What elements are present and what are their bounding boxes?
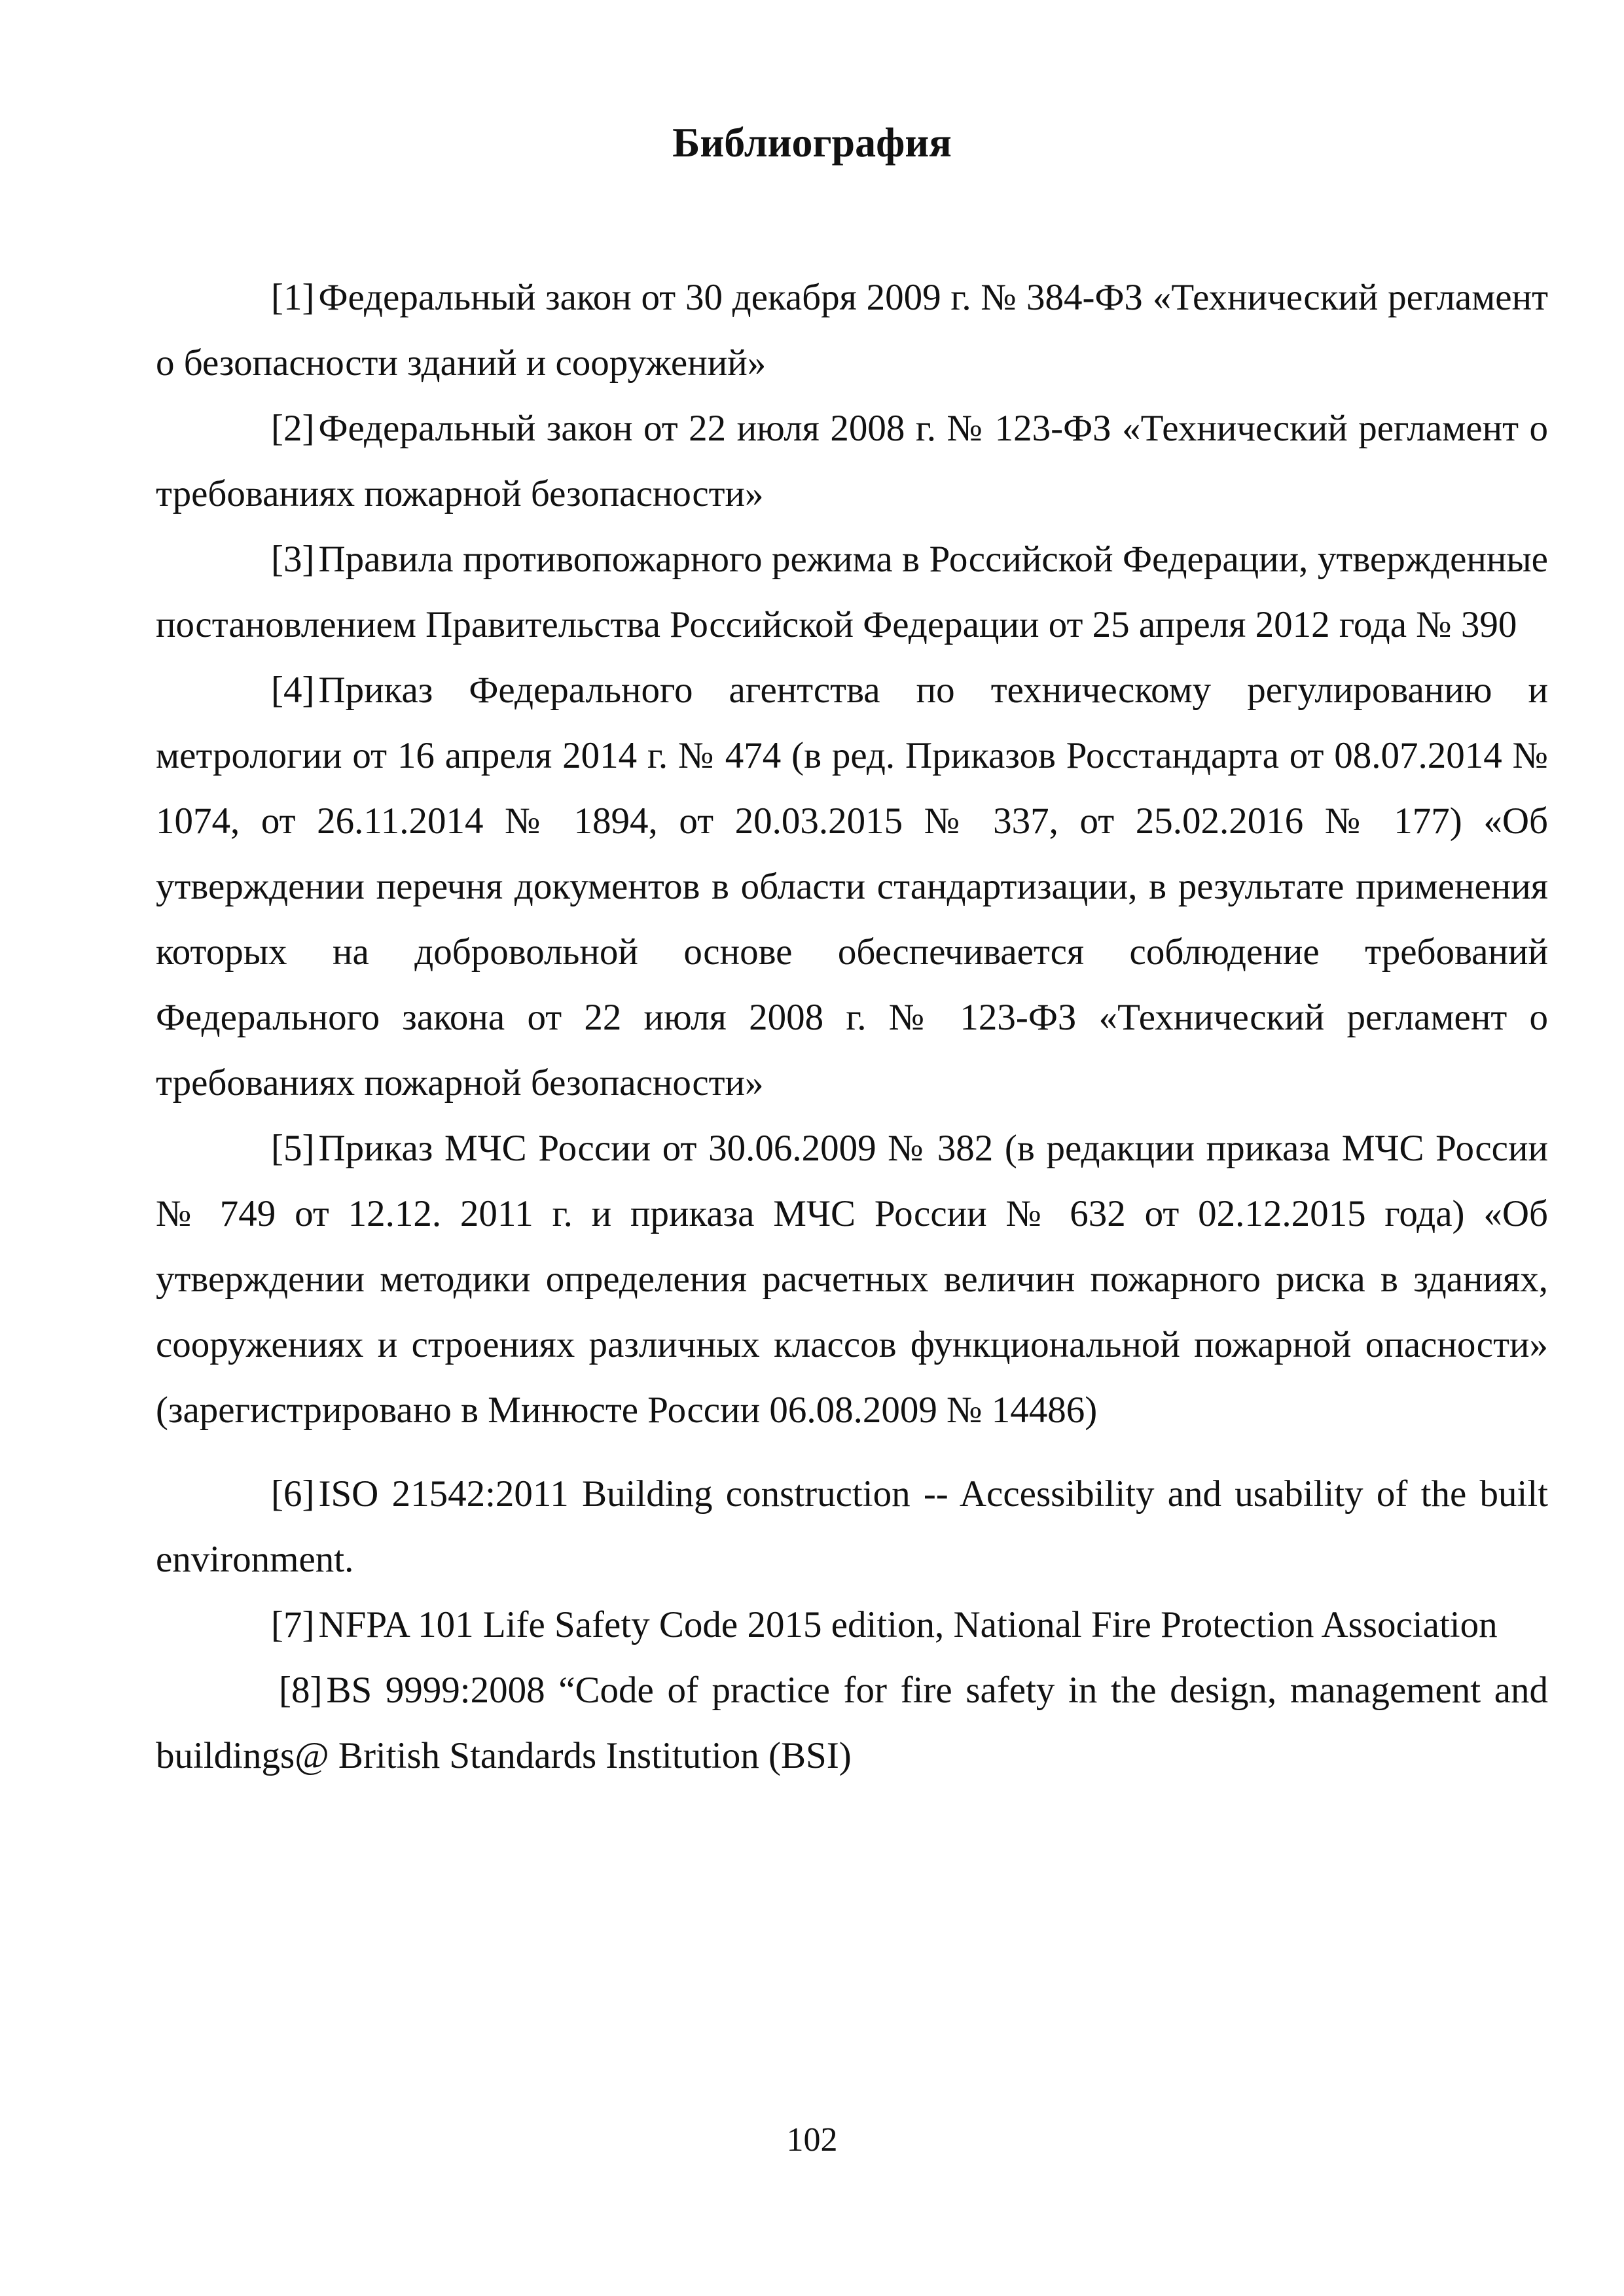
entry-number: [3]: [271, 539, 315, 580]
bibliography-entry-3: [156, 527, 1548, 658]
entry-text: BS 9999:2008 “Code of practice for fire safety in the design, management and buildings@ British Standards Institution (BSI): [156, 1670, 1548, 1776]
entry-text: Приказ МЧС России от 30.06.2009 № 382 (в редакции приказа МЧС России № 749 от 12.12. 2011 г. и приказа МЧС России № 632 от 02.12.2015 года) «Об утверждении методики определения расчетных величин пожарного риска в зданиях, сооружениях и строениях различных классов функциональной пожарной опасности» (зарегистрировано в Минюсте России 06.08.2009 № 14486): [156, 1128, 1548, 1431]
bibliography-entry-1: [156, 265, 1548, 396]
entry-text: Приказ Федерального агентства по техническому регулированию и метрологии от 16 апреля 2014 г. № 474 (в ред. Приказов Росстандарта от 08.07.2014 № 1074, от 26.11.2014 № 1894, от 20.03.2015 № 337, от 25.02.2016 № 177) «Об утверждении перечня документов в области стандартизации, в результате применения которых на добровольной основе обеспечивается соблюдение требований Федерального закона от 22 июля 2008 г. № 123-ФЗ «Технический регламент о требованиях пожарной безопасности»: [156, 670, 1548, 1103]
entry-text: Федеральный закон от 22 июля 2008 г. № 123-ФЗ «Технический регламент о требованиях пожарной безопасности»: [156, 408, 1548, 514]
entry-number: [7]: [271, 1604, 315, 1645]
bibliography-entry-8: [156, 1658, 1548, 1789]
bibliography-entry-4: [156, 658, 1548, 1116]
entry-number: [1]: [271, 277, 315, 318]
entry-text: ISO 21542:2011 Building construction -- Accessibility and usability of the built environment.: [156, 1473, 1548, 1580]
page-number: 102: [786, 2121, 838, 2159]
bibliography-entry-6: [156, 1462, 1548, 1592]
bibliography-list: [156, 265, 1548, 1789]
bibliography-entry-2: [156, 396, 1548, 527]
entry-number: [6]: [271, 1473, 315, 1515]
entry-number: [8]: [279, 1670, 323, 1711]
entry-number: [5]: [271, 1128, 315, 1169]
entry-text: Федеральный закон от 30 декабря 2009 г. № 384-ФЗ «Технический регламент о безопасности зданий и сооружений»: [156, 277, 1548, 384]
bibliography-entry-5: [156, 1116, 1548, 1443]
entry-number: [2]: [271, 408, 315, 449]
entry-text: Правила противопожарного режима в Российской Федерации, утвержденные постановлением Правительства Российской Федерации от 25 апреля 2012 года № 390: [156, 539, 1548, 645]
entry-text: NFPA 101 Life Safety Code 2015 edition, National Fire Protection Association: [318, 1604, 1498, 1645]
page-title: Библиография: [672, 119, 952, 166]
entry-number: [4]: [271, 670, 315, 711]
bibliography-entry-7: [156, 1592, 1548, 1658]
